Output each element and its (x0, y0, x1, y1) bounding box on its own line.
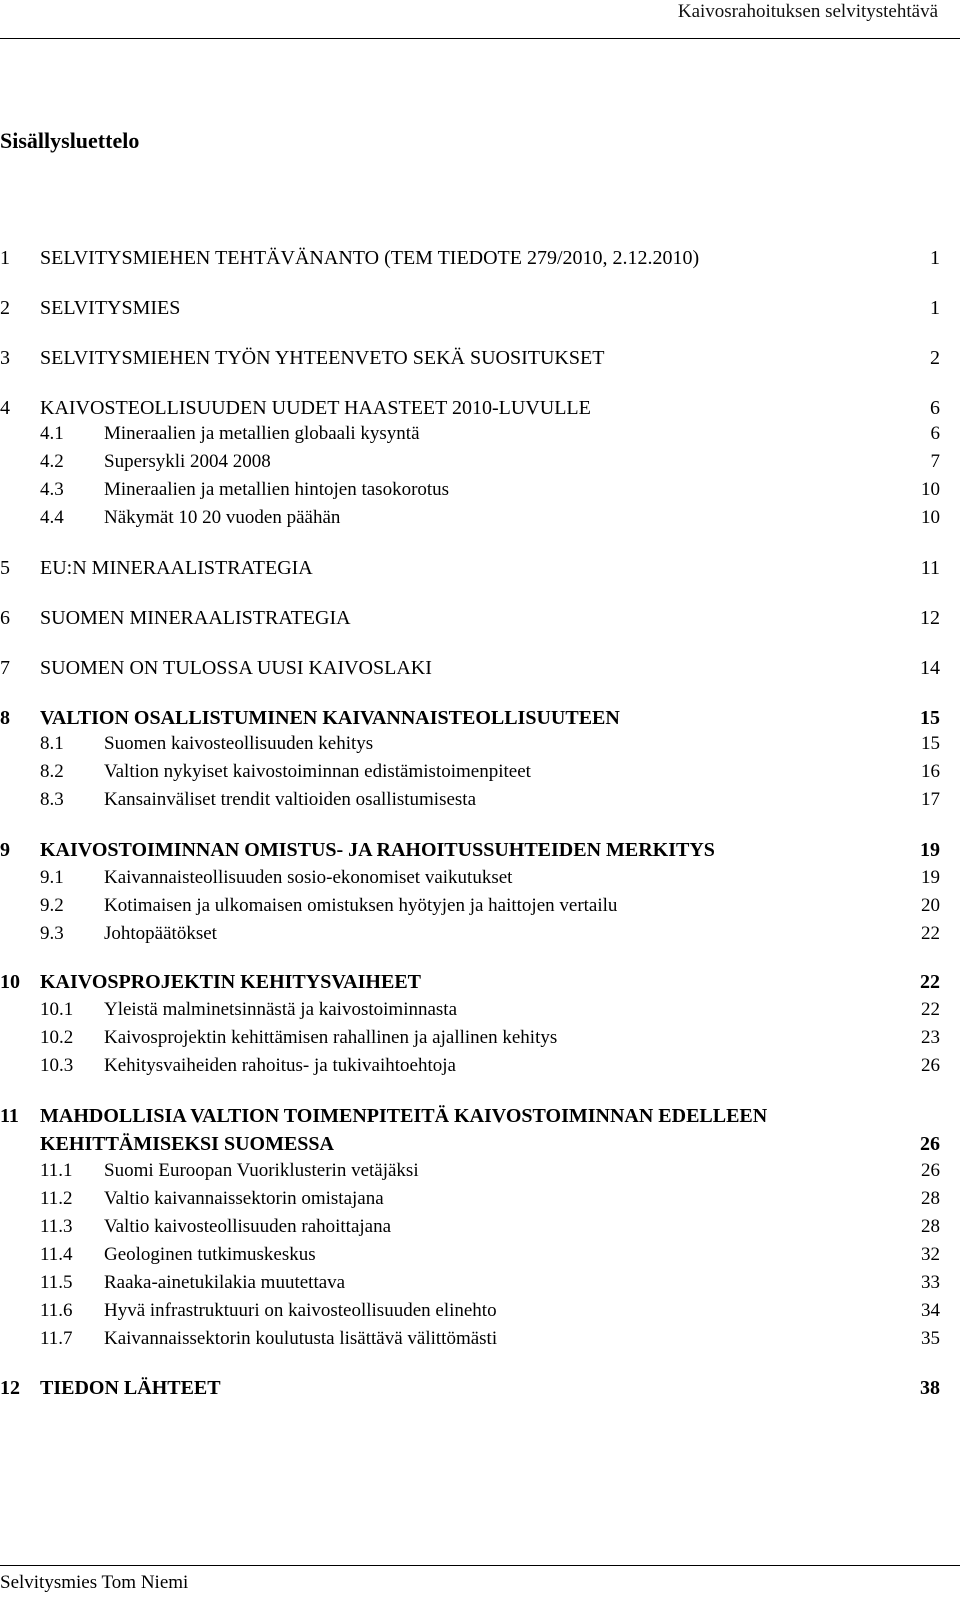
page-header (0, 0, 960, 30)
footer-divider (0, 1565, 960, 1566)
toc-entry-8-2[interactable]: 8.2 Valtion nykyiset kaivostoiminnan edistämistoimenpiteet 16 (40, 761, 940, 782)
toc-entry-11-6[interactable]: 11.6 Hyvä infrastruktuuri on kaivosteollisuuden elinehto 34 (40, 1300, 940, 1321)
toc-entry-11-5[interactable]: 11.5 Raaka-ainetukilakia muutettava 33 (40, 1272, 940, 1293)
toc-entry-8-1[interactable]: 8.1 Suomen kaivosteollisuuden kehitys 15 (40, 733, 940, 754)
toc-entry-4-1[interactable]: 4.1 Mineraalien ja metallien globaali kysyntä 6 (40, 423, 940, 444)
toc-entry-10[interactable]: 10 KAIVOSPROJEKTIN KEHITYSVAIHEET 22 (0, 971, 940, 993)
toc-entry-8[interactable]: 8 VALTION OSALLISTUMINEN KAIVANNAISTEOLLISUUTEEN 15 (0, 707, 940, 729)
toc-entry-4[interactable]: 4 KAIVOSTEOLLISUUDEN UUDET HAASTEET 2010-LUVULLE 6 (0, 397, 940, 419)
toc-heading: Sisällysluettelo (0, 128, 140, 153)
toc-entry-4-3[interactable]: 4.3 Mineraalien ja metallien hintojen tasokorotus 10 (40, 479, 940, 500)
toc-entry-11[interactable]: 11 MAHDOLLISIA VALTION TOIMENPITEITÄ KAIVOSTOIMINNAN EDELLEEN KEHITTÄMISEKSI SUOMESSA 26 (0, 1105, 940, 1155)
toc-entry-10-1[interactable]: 10.1 Yleistä malminetsinnästä ja kaivostoiminnasta 22 (40, 999, 940, 1020)
toc-entry-12[interactable]: 12 TIEDON LÄHTEET 38 (0, 1377, 940, 1399)
toc-entry-9-1[interactable]: 9.1 Kaivannaisteollisuuden sosio-ekonomiset vaikutukset 19 (40, 867, 940, 888)
toc-entry-10-2[interactable]: 10.2 Kaivosprojektin kehittämisen rahallinen ja ajallinen kehitys 23 (40, 1027, 940, 1048)
toc-entry-5[interactable]: 5 EU:N MINERAALISTRATEGIA 11 (0, 557, 940, 579)
toc-entry-4-2[interactable]: 4.2 Supersykli 2004 2008 7 (40, 451, 940, 472)
toc-entry-10-3[interactable]: 10.3 Kehitysvaiheiden rahoitus- ja tukivaihtoehtoja 26 (40, 1055, 940, 1076)
toc-entry-11-7[interactable]: 11.7 Kaivannaissektorin koulutusta lisättävä välittömästi 35 (40, 1328, 940, 1349)
toc-entry-11-4[interactable]: 11.4 Geologinen tutkimuskeskus 32 (40, 1244, 940, 1265)
toc-entry-6[interactable]: 6 SUOMEN MINERAALISTRATEGIA 12 (0, 607, 940, 629)
toc-entry-2[interactable]: 2 SELVITYSMIES 1 (0, 297, 940, 319)
toc-entry-8-3[interactable]: 8.3 Kansainväliset trendit valtioiden osallistumisesta 17 (40, 789, 940, 810)
header-text: Kaivosrahoituksen selvitystehtävä (677, 1, 938, 22)
toc-entry-7[interactable]: 7 SUOMEN ON TULOSSA UUSI KAIVOSLAKI 14 (0, 657, 940, 679)
toc-entry-9-2[interactable]: 9.2 Kotimaisen ja ulkomaisen omistuksen hyötyjen ja haittojen vertailu 20 (40, 895, 940, 916)
toc-entry-11-1[interactable]: 11.1 Suomi Euroopan Vuoriklusterin vetäjäksi 26 (40, 1160, 940, 1181)
toc-entry-11-2[interactable]: 11.2 Valtio kaivannaissektorin omistajana 28 (40, 1188, 940, 1209)
footer-text: Selvitysmies Tom Niemi (0, 1572, 189, 1593)
toc-entry-4-4[interactable]: 4.4 Näkymät 10 20 vuoden päähän 10 (40, 507, 940, 528)
page-footer (0, 1572, 188, 1594)
toc-entry-1[interactable]: 1 SELVITYSMIEHEN TEHTÄVÄNANTO (TEM TIEDOTE 279/2010, 2.12.2010) 1 (0, 247, 940, 269)
toc-entry-11-3[interactable]: 11.3 Valtio kaivosteollisuuden rahoittajana 28 (40, 1216, 940, 1237)
toc-entry-9[interactable]: 9 KAIVOSTOIMINNAN OMISTUS- JA RAHOITUSSUHTEIDEN MERKITYS 19 (0, 839, 940, 861)
toc-entry-9-3[interactable]: 9.3 Johtopäätökset 22 (40, 923, 940, 944)
header-divider (0, 38, 960, 39)
toc-entry-3[interactable]: 3 SELVITYSMIEHEN TYÖN YHTEENVETO SEKÄ SUOSITUKSET 2 (0, 347, 940, 369)
